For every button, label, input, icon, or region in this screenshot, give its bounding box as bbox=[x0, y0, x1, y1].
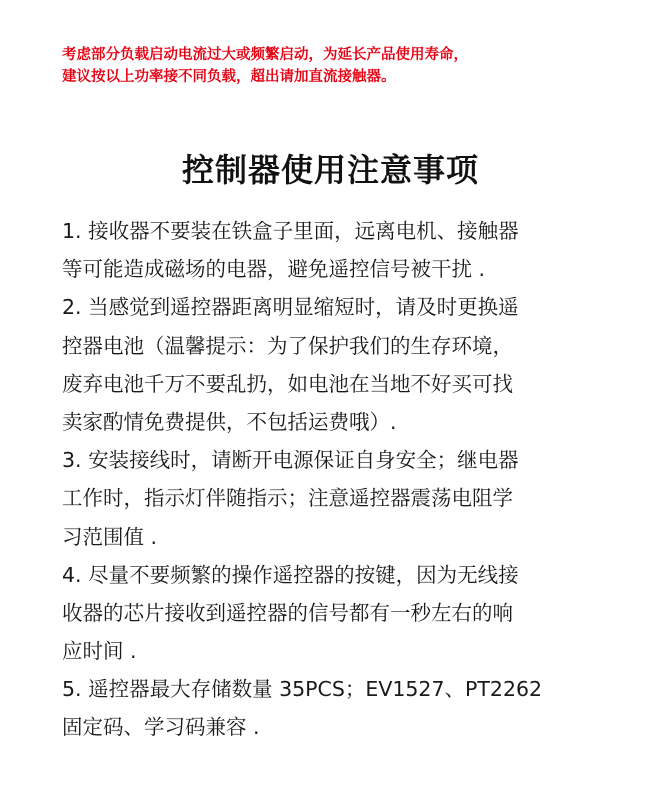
list-item-text: 习范围值 . bbox=[62, 524, 158, 549]
list-item-4 bbox=[62, 556, 642, 671]
list-item-text: 应时间 . bbox=[62, 639, 137, 664]
list-item-text: 卖家酌情免费提供，不包括运费哦）. bbox=[62, 409, 397, 434]
warning-notice bbox=[62, 44, 642, 88]
list-item-2 bbox=[62, 288, 642, 441]
list-item-text: 1. 接收器不要装在铁盒子里面，远离电机、接触器 bbox=[62, 219, 519, 243]
list-item-text: 废弃电池千万不要乱扔，如电池在当地不好买可找 bbox=[62, 371, 513, 396]
warning-notice-line-2: 建议按以上功率接不同负载，超出请加直流接触器。 bbox=[62, 69, 396, 85]
warning-notice-line-1: 考虑部分负载启动电流过大或频繁启动，为延长产品使用寿命， bbox=[62, 47, 468, 63]
page-title: 控制器使用注意事项 bbox=[181, 151, 479, 189]
list-item-text: 2. 当感觉到遥控器距离明显缩短时，请及时更换遥 bbox=[62, 295, 519, 320]
precautions-list bbox=[62, 212, 642, 747]
list-item-text: 工作时，指示灯伴随指示；注意遥控器震荡电阻学 bbox=[62, 486, 513, 511]
list-item-5 bbox=[62, 670, 642, 746]
list-item-text: 4. 尽量不要频繁的操作遥控器的按键，因为无线接 bbox=[62, 562, 519, 587]
list-item-text: 收器的芯片接收到遥控器的信号都有一秒左右的响 bbox=[62, 600, 513, 625]
list-item-text: 5. 遥控器最大存储数量 35PCS；EV1527、PT2262 bbox=[62, 677, 543, 702]
list-item-text: 固定码、学习码兼容 . bbox=[62, 715, 260, 740]
list-item-3 bbox=[62, 441, 642, 556]
list-item-1 bbox=[62, 212, 642, 288]
list-item-text: 3. 安装接线时，请断开电源保证自身安全；继电器 bbox=[62, 448, 519, 473]
list-item-text: 等可能造成磁场的电器，避免遥控信号被干扰 . bbox=[62, 257, 486, 282]
list-item-text: 控器电池（温馨提示：为了保护我们的生存环境， bbox=[62, 333, 513, 358]
